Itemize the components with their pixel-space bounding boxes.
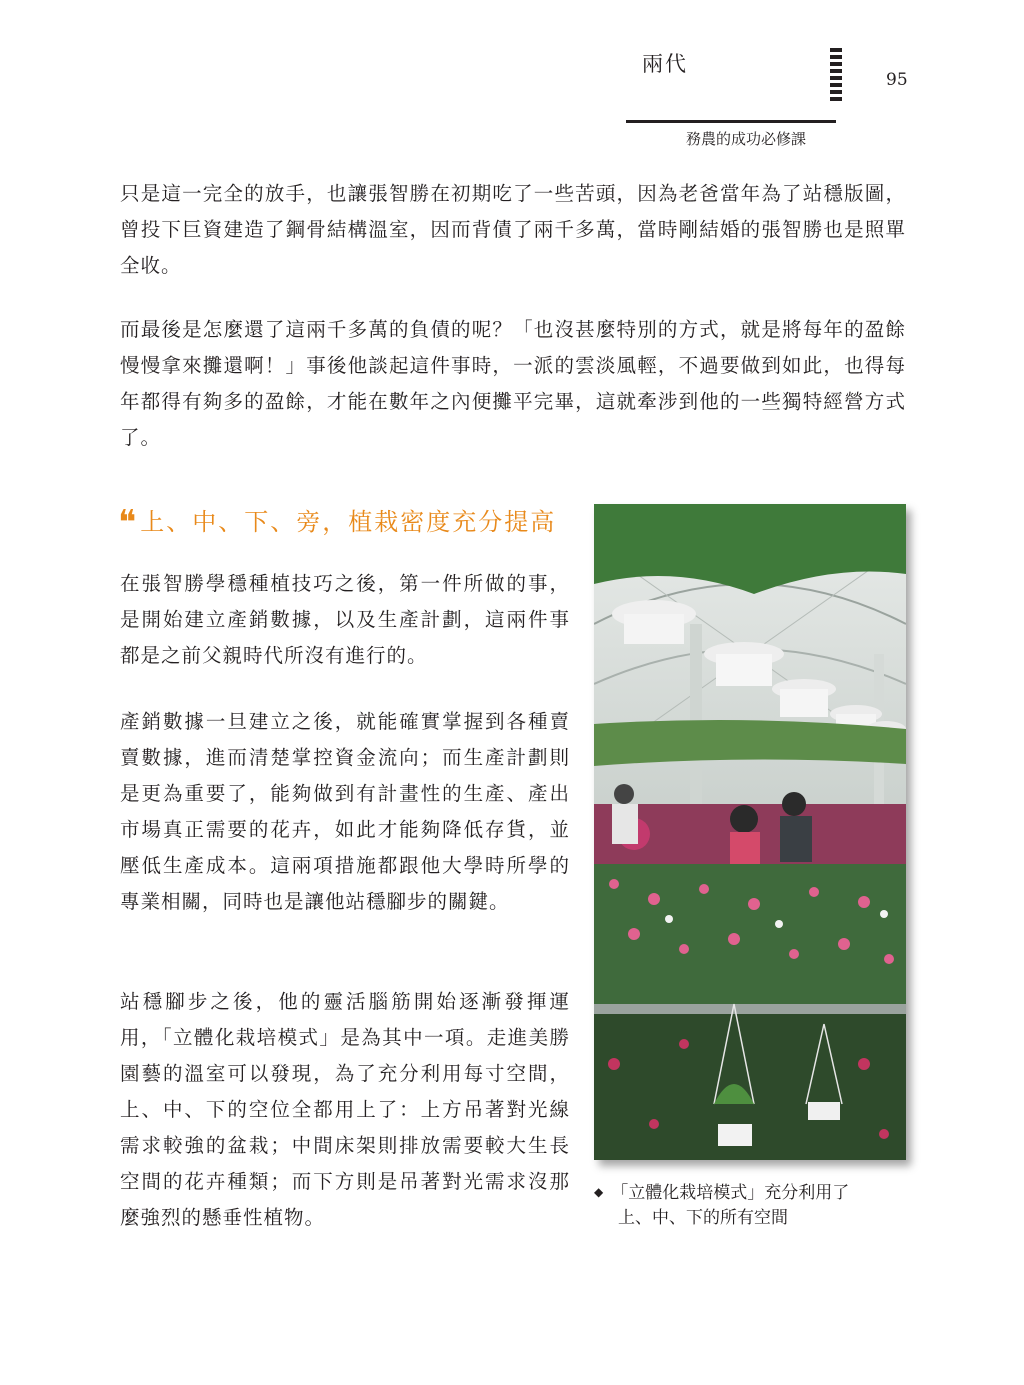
intro-paragraph-2: 而最後是怎麼還了這兩千多萬的負債的呢？「也沒甚麼特別的方式，就是將每年的盈餘慢慢拿來攤還啊！」事後他談起這件事時，一派的雲淡風輕，不過要做到如此，也得每年都得有夠多的盈餘，才能在數年之內便攤平完畢，這就牽涉到他的一些獨特經營方式了。: [120, 318, 906, 449]
greenhouse-photo: [594, 504, 906, 1160]
photo-caption: [594, 1180, 924, 1231]
page-number: 95: [886, 70, 908, 90]
header-bars-decoration: [830, 48, 842, 104]
section-paragraph-3: 站穩腳步之後，他的靈活腦筋開始逐漸發揮運用，「立體化栽培模式」是為其中一項。走進美勝園藝的溫室可以發現，為了充分利用每寸空間，上、中、下的空位全都用上了：上方吊著對光線需求較強的盆栽；中間床架則排放需要較大生長空間的花卉種類；而下方則是吊著對光需求沒那麼強烈的懸垂性植物。: [120, 990, 570, 1229]
running-header: [612, 44, 912, 148]
greenhouse-photo-illustration: [594, 504, 906, 1160]
intro-paragraph-1: 只是這一完全的放手，也讓張智勝在初期吃了一些苦頭，因為老爸當年為了站穩版圖，曾投下巨資建造了鋼骨結構溫室，因而背債了兩千多萬，當時剛結婚的張智勝也是照單全收。: [120, 182, 906, 277]
quote-mark-icon: ❝: [118, 503, 139, 543]
header-title: 兩代: [642, 52, 688, 76]
section-heading: [118, 502, 556, 543]
header-subtitle: 務農的成功必修課: [686, 130, 807, 148]
caption-line-2: 上、中、下的所有空間: [618, 1208, 788, 1228]
section-heading-text: 上、中、下、旁，植栽密度充分提高: [140, 508, 557, 536]
section-paragraph-1: 在張智勝學穩種植技巧之後，第一件所做的事，是開始建立產銷數據，以及生產計劃，這兩件事都是之前父親時代所沒有進行的。: [120, 572, 570, 667]
section-paragraph-2: 產銷數據一旦建立之後，就能確實掌握到各種賣賣數據，進而清楚掌控資金流向；而生產計劃則是更為重要了，能夠做到有計畫性的生產、產出市場真正需要的花卉，如此才能夠降低存貨，並壓低生產成本。這兩項措施都跟他大學時所學的專業相關，同時也是讓他站穩腳步的關鍵。: [120, 710, 570, 913]
diamond-bullet-icon: ◆: [594, 1185, 604, 1199]
caption-line-1: 「立體化栽培模式」充分利用了: [611, 1183, 850, 1203]
header-rule: [626, 120, 836, 123]
